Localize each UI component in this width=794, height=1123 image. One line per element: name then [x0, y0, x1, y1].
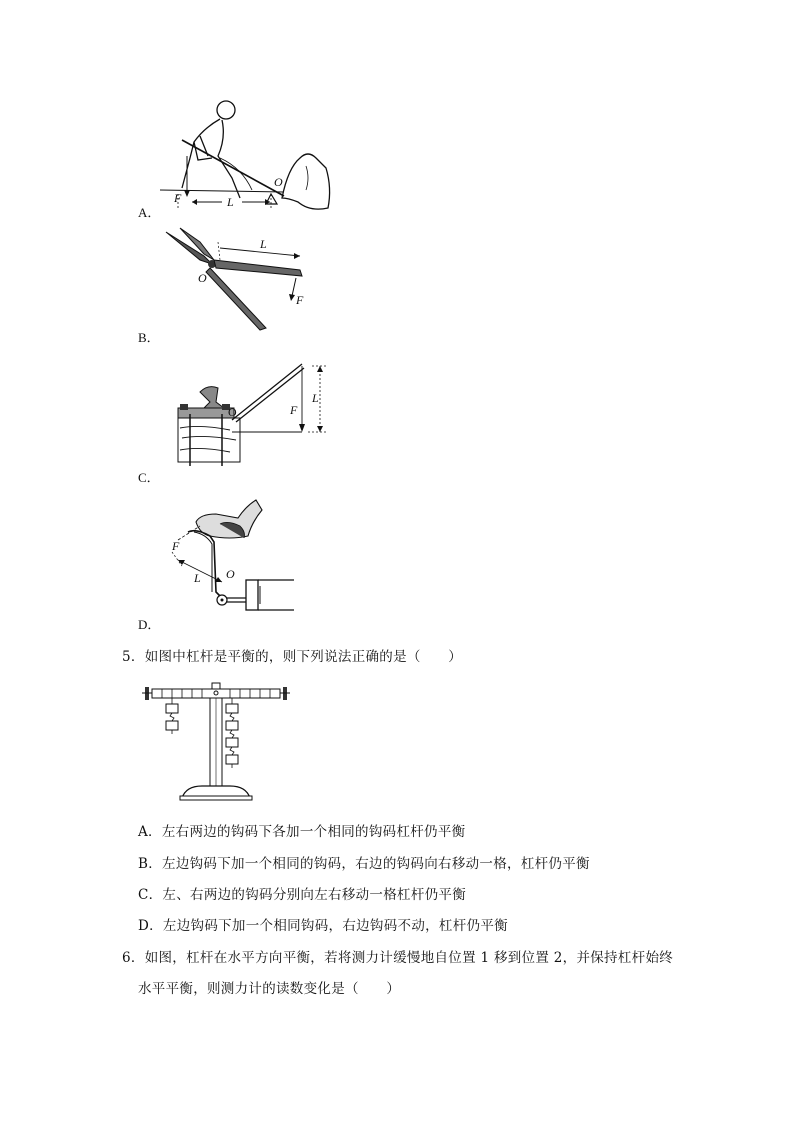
question-5-stem: 5．如图中杠杆是平衡的，则下列说法正确的是（ ）	[122, 649, 463, 665]
label-c-F: F	[290, 403, 298, 417]
label-b-F: F	[296, 293, 304, 307]
label-d-L: L	[194, 571, 201, 585]
label-b-L: L	[260, 237, 267, 251]
question-6-stem-line2: 水平平衡，则测力计的读数变化是（ ）	[138, 981, 401, 997]
label-d-O: O	[226, 567, 235, 581]
question-6-stem-line1: 6．如图，杠杆在水平方向平衡，若将测力计缓慢地自位置 1 移到位置 2，并保持杠杆始终	[122, 950, 674, 966]
question-5-option-c: C．左、右两边的钩码分别向左右移动一格杠杆仍平衡	[138, 887, 467, 903]
question-5-option-d: D．左边钩码下加一个相同钩码，右边钩码不动，杠杆仍平衡	[138, 918, 508, 934]
question-5-option-b: B．左边钩码下加一个相同的钩码，右边的钩码向右移动一格，杠杆仍平衡	[138, 856, 590, 872]
label-a-F: F	[174, 191, 182, 205]
label-d-F: F	[172, 539, 180, 553]
label-b-O: O	[198, 271, 207, 285]
option-d-letter: D．	[138, 617, 161, 632]
figure-d-pedal-lever	[160, 492, 300, 617]
label-c-L: L	[312, 391, 319, 405]
label-a-O: O	[274, 175, 283, 189]
figure-a-crowbar-man	[160, 98, 335, 216]
label-c-O: O	[228, 405, 237, 419]
figure-c-rail-lever	[170, 358, 335, 473]
label-a-L: L	[227, 195, 234, 209]
figure-b-shears	[160, 226, 310, 336]
option-c-letter: C．	[138, 470, 160, 485]
figure-lever-balance	[142, 682, 292, 804]
option-a-letter: A．	[138, 205, 161, 220]
question-5-option-a: A．左右两边的钩码下各加一个相同的钩码杠杆仍平衡	[138, 824, 466, 840]
option-b-letter: B．	[138, 330, 160, 345]
